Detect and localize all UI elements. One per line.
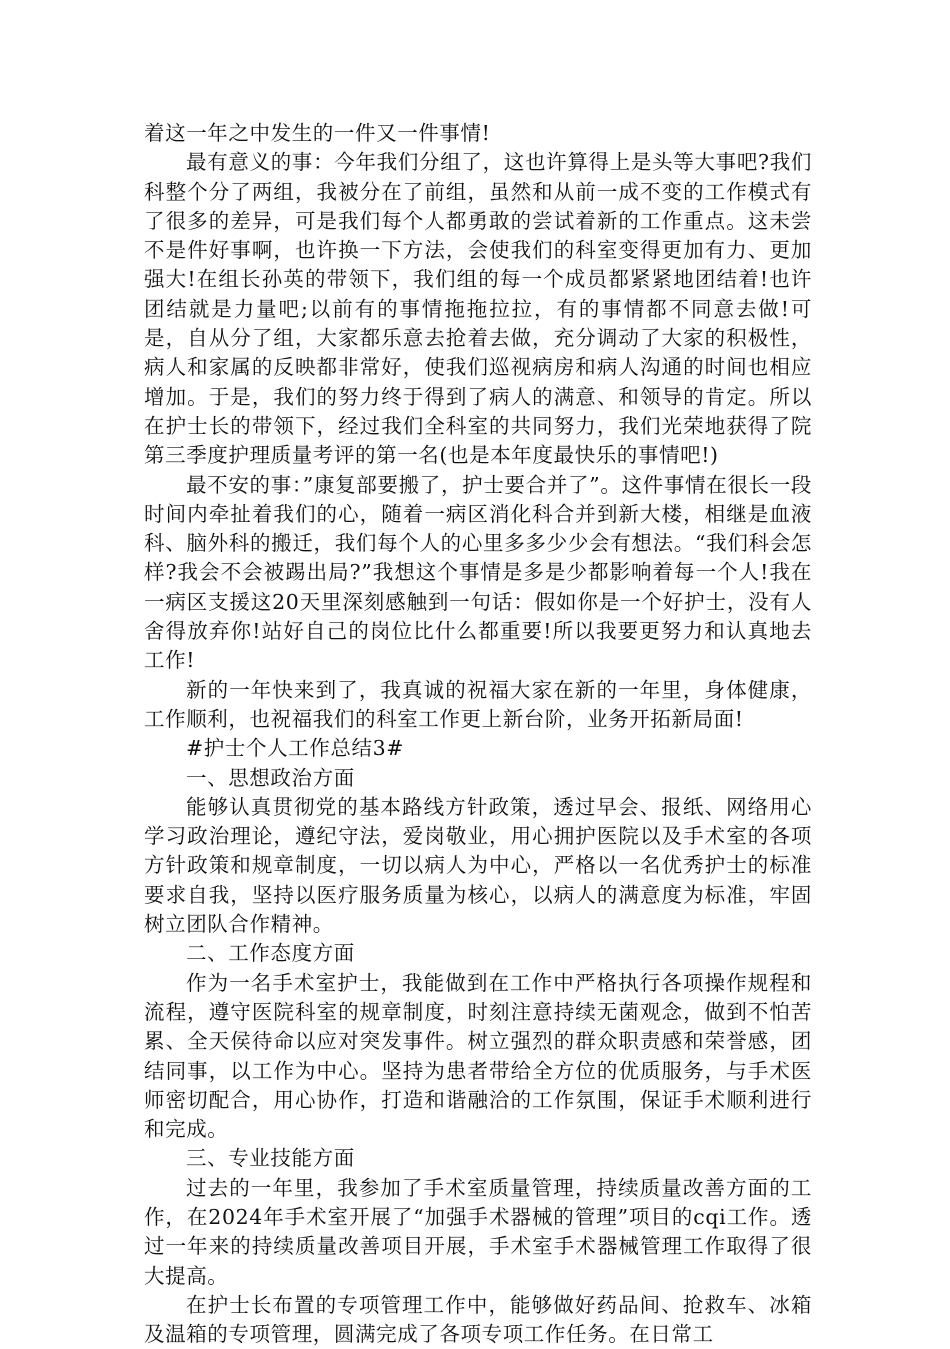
paragraph-political-thought: 能够认真贯彻党的基本路线方针政策，透过早会、报纸、网络用心学习政治理论，遵纪守法，爱岗敬业，用心拥护医院以及手术室的各项方针政策和规章制度，一切以病人为中心，严格以一名优秀护士的标准要求自我，坚持以医疗服务质量为核心，以病人的满意度为标准，牢固树立团队合作精神。: [144, 794, 812, 937]
paragraph-new-year-wishes: 新的一年快来到了，我真诚的祝福大家在新的一年里，身体健康，工作顺利，也祝福我们的科室工作更上新台阶，业务开拓新局面!: [144, 677, 812, 731]
paragraph-continuation: 着这一年之中发生的一件又一件事情!: [144, 121, 491, 145]
section-title-summary-3: #护士个人工作总结3#: [186, 736, 404, 761]
paragraph-work-attitude: 作为一名手术室护士，我能做到在工作中严格执行各项操作规程和流程，遵守医院科室的规章制度，时刻注意持续无菌观念，做到不怕苦累、全天侯待命以应对突发事件。树立强烈的群众职责感和荣誉感，团结同事，以工作为中心。坚持为患者带给全方位的优质服务，与手术医师密切配合，用心协作，打造和谐融洽的工作氛围，保证手术顺利进行和完成。: [144, 970, 812, 1142]
heading-work-attitude: 二、工作态度方面: [186, 941, 355, 966]
heading-political-thought: 一、思想政治方面: [186, 765, 355, 790]
paragraph-special-management: 在护士长布置的专项管理工作中，能够做好药品间、抢救车、冰箱及温箱的专项管理，圆满完成了各项专项工作任务。在日常工: [144, 1292, 812, 1347]
paragraph-most-meaningful: 最有意义的事：今年我们分组了，这也许算得上是头等大事吧?我们科整个分了两组，我被分在了前组，虽然和从前一成不变的工作模式有了很多的差异，可是我们每个人都勇敢的尝试着新的工作重点。这未尝不是件好事啊，也许换一下方法，会使我们的科室变得更加有力、更加强大!在组长孙英的带领下，我们组的每一个成员都紧紧地团结着!也许团结就是力量吧;以前有的事情拖拖拉拉，有的事情都不同意去做!可是，自从分了组，大家都乐意去抢着去做，充分调动了大家的积极性，病人和家属的反映都非常好，使我们巡视病房和病人沟通的时间也相应增加。于是，我们的努力终于得到了病人的满意、和领导的肯定。所以在护士长的带领下，经过我们全科室的共同努力，我们光荣地获得了院第三季度护理质量考评的第一名(也是本年度最快乐的事情吧!): [144, 150, 812, 468]
document-body: [144, 119, 812, 1349]
paragraph-quality-management: 过去的一年里，我参加了手术室质量管理，持续质量改善方面的工作，在2024年手术室开展了“加强手术器械的管理”项目的cqi工作。透过一年来的持续质量改善项目开展，手术室手术器械管理工作取得了很大提高。: [144, 1175, 812, 1288]
heading-professional-skills: 三、专业技能方面: [186, 1146, 355, 1171]
paragraph-most-uneasy: 最不安的事：”康复部要搬了，护士要合并了”。这件事情在很长一段时间内牵扯着我们的心，随着一病区消化科合并到新大楼，相继是血液科、脑外科的搬迁，我们每个人的心里多多少少会有想法。“我们科会怎样?我会不会被踢出局?”我想这个事情是多是少都影响着每一个人!我在一病区支援这20天里深刻感触到一句话：假如你是一个好护士，没有人舍得放弃你!站好自己的岗位比什么都重要!所以我要更努力和认真地去工作!: [144, 472, 812, 673]
